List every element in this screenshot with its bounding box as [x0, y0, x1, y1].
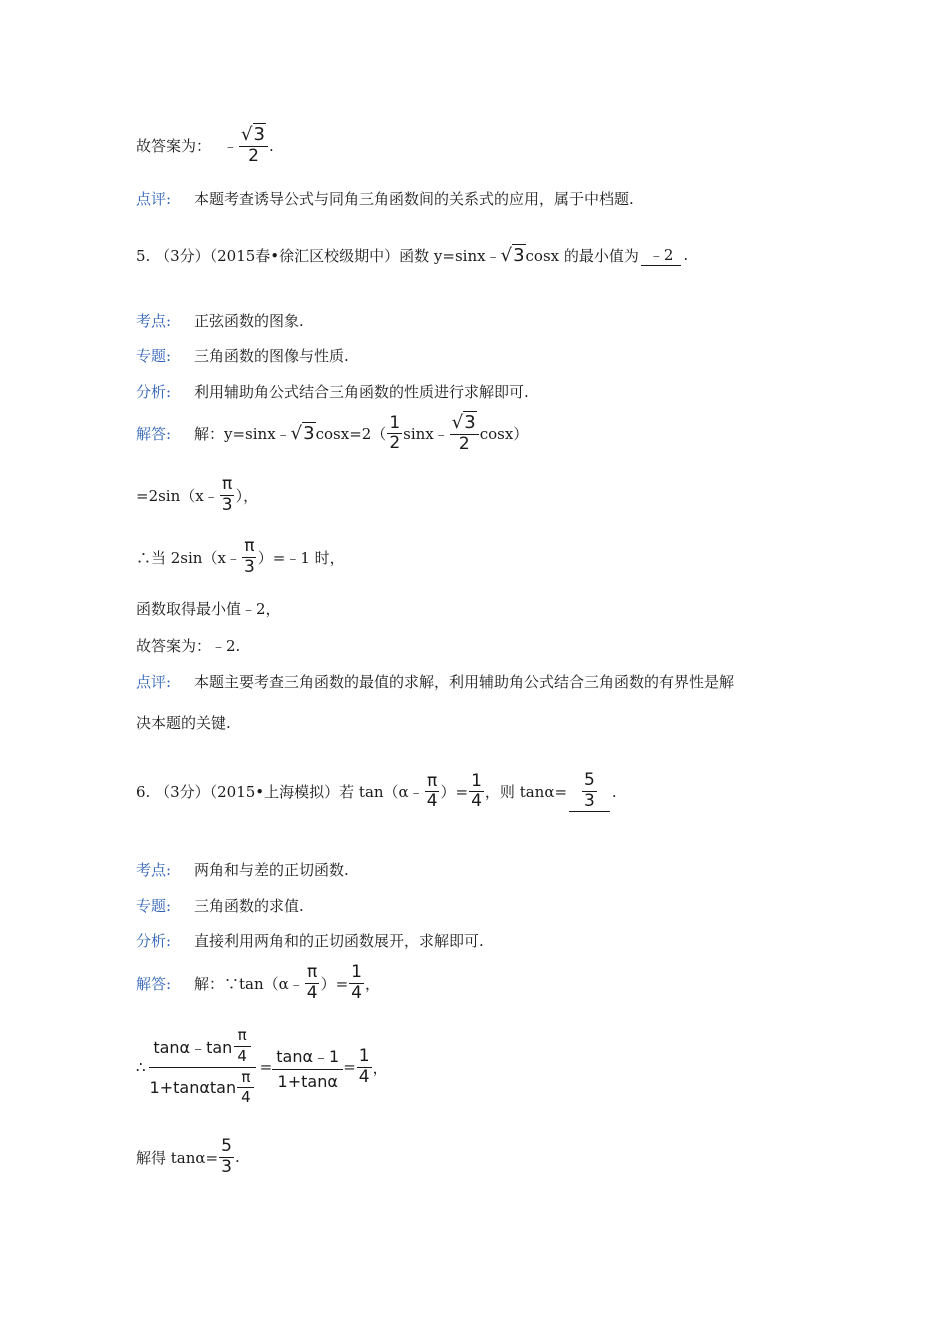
sqrt-symbol: √3: [241, 124, 265, 145]
q6-big-equation: ∴ tanα﹣tan $\frac{\pi}{4}$ 1+tanαtan $\frac{\pi}{4}$ = $\frac{\tan\alpha﹣1}{1+\tan\alpha}$ = $\frac{1}{4}$ ，: [136, 1026, 388, 1107]
q6-fenxi: 分析: 直接利用两角和的正切函数展开，求解即可.: [136, 932, 484, 950]
simplified-fraction: $\frac{\tan\alpha﹣1}{1+\tan\alpha}$: [272, 1044, 343, 1091]
q4-comment: [136, 188, 634, 209]
q6-kaodian: 考点: 两角和与差的正切函数.: [136, 861, 349, 879]
sqrt-symbol: √3: [500, 244, 525, 266]
fraction-quarter: $\frac{1}{4}$: [358, 1045, 370, 1087]
tan-difference-fraction: tanα﹣tan $\frac{\pi}{4}$ 1+tanαtan $\frac{\pi}{4}$: [146, 1028, 260, 1106]
fraction-half: $\frac{1}{2}$: [389, 412, 401, 454]
fraction-five-thirds: $\frac{5}{3}$: [584, 770, 595, 811]
fraction-sqrt3-over-2: $\frac{√3}{2}$: [450, 414, 479, 454]
q4-answer-prefix: 故答案为：: [136, 137, 212, 156]
fraction-pi-over-4: $\frac{\pi}{4}$: [306, 962, 318, 1003]
q5-comment-cont: 决本题的关键.: [136, 714, 231, 732]
q5-answer-blank: ﹣2: [641, 244, 682, 266]
q5-jieda: 解答: 解：y=sinx﹣ √3 cosx=2（ $\frac{1}{2}$ sinx﹣ $\frac{√3}{2}$ cosx）: [136, 412, 529, 454]
fraction-quarter: $\frac{1}{4}$: [471, 770, 482, 812]
q5-stem: 5. （3分）（2015春•徐汇区校级期中）函数 y=sinx﹣ √3 cosx 的最小值为 ﹣2 .: [136, 244, 689, 266]
fraction-five-thirds: $\frac{5}{3}$: [221, 1136, 232, 1177]
fraction-pi-over-4: $\frac{\pi}{4}$: [426, 770, 438, 812]
sqrt-symbol: √3: [290, 423, 315, 445]
q5-step4: 故答案为：﹣2.: [136, 637, 241, 655]
fraction-quarter: $\frac{1}{4}$: [351, 962, 362, 1003]
q5-step3: 函数取得最小值﹣2，: [136, 600, 281, 618]
fraction-pi-over-3: $\frac{\pi}{3}$: [243, 536, 255, 577]
q6-final: 解得 tanα= $\frac{5}{3}$ .: [136, 1136, 240, 1177]
q4-answer-fraction: $\frac{√3}{2}$: [239, 126, 268, 166]
q6-stem: 6. （3分）（2015•上海模拟）若 tan（α﹣ $\frac{\pi}{4}$ ）= $\frac{1}{4}$ ，则 tanα= $\frac{5}{3}$ .: [136, 770, 617, 812]
q6-answer-blank: [569, 772, 610, 812]
fraction-pi-over-3: $\frac{\pi}{3}$: [221, 474, 233, 515]
q6-jieda: 解答: 解：∵tan（α﹣ $\frac{\pi}{4}$ ）= $\frac{1}{4}$ ，: [136, 962, 381, 1003]
q4-answer-sign: ﹣: [223, 137, 239, 156]
q5-step1: =2sin（x﹣ $\frac{\pi}{3}$ ），: [136, 474, 259, 515]
comment-text: 本题考查诱导公式与同角三角函数间的关系式的应用，属于中档题.: [194, 190, 634, 208]
q5-kaodian: 考点: 正弦函数的图象.: [136, 312, 304, 330]
q4-answer-line: 故答案为： ﹣ $\frac{√3}{2}$ .: [136, 124, 274, 166]
q5-fenxi: 分析: 利用辅助角公式结合三角函数的性质进行求解即可.: [136, 383, 529, 401]
q5-comment: 点评: 本题主要考查三角函数的最值的求解，利用辅助角公式结合三角函数的有界性是解: [136, 673, 735, 691]
q6-zhuanti: 专题: 三角函数的求值.: [136, 897, 304, 915]
q5-step2: ∴当 2sin（x﹣ $\frac{\pi}{3}$ ）=﹣1 时，: [136, 536, 345, 577]
comment-label: 点评:: [136, 190, 172, 208]
q5-zhuanti: 专题: 三角函数的图像与性质.: [136, 347, 349, 365]
